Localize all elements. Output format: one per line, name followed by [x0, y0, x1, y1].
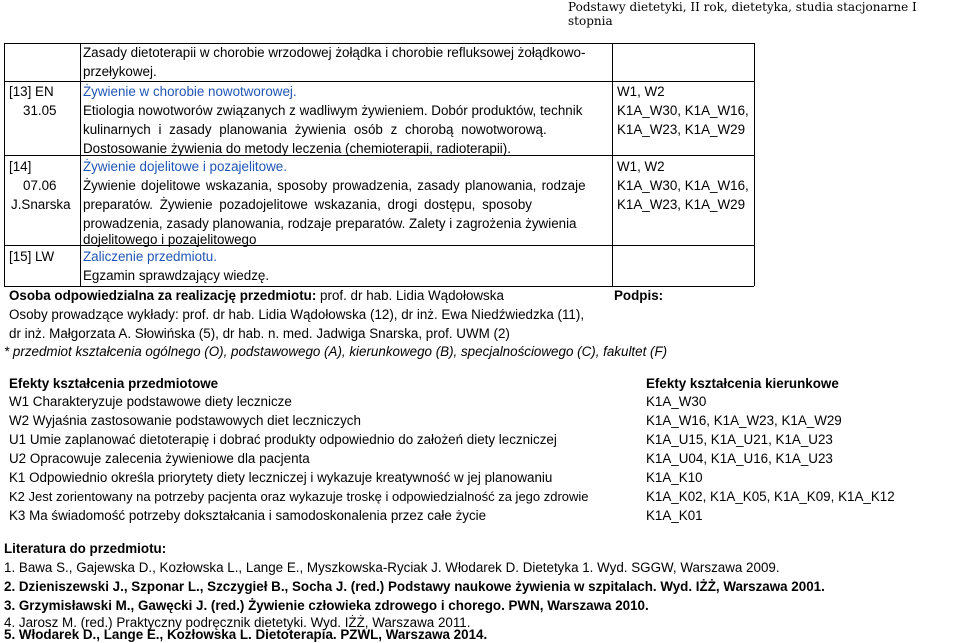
responsible-name: prof. dr hab. Lidia Wądołowska — [320, 288, 504, 303]
literature-item: 1. Bawa S., Gajewska D., Kozłowska L., Lange E., Myszkowska-Ryciak J. Włodarek D. Dietetyka 1. Wyd. SGGW, Warszawa 2009. — [4, 560, 780, 575]
document-header: Podstawy dietetyki, II rok, dietetyka, studia stacjonarne I stopnia — [568, 0, 917, 28]
topic-line: przełykowej. — [83, 64, 157, 79]
literature-item: 5. Włodarek D., Lange E., Kozłowska L. Dietoterapia. PZWL, Warszawa 2014. — [4, 627, 488, 642]
effects-codes: K1A_W23, K1A_W29 — [617, 197, 746, 212]
row-date: 07.06 — [23, 178, 57, 193]
effect-code: K1A_U15, K1A_U21, K1A_U23 — [646, 432, 833, 447]
responsible-label: Osoba odpowiedzialna za realizację przedmiotu: prof. dr hab. Lidia Wądołowska — [9, 288, 504, 303]
effect-item: W1 Charakteryzuje podstawowe diety lecznicze — [9, 394, 292, 409]
row-id: [13] EN — [9, 84, 54, 99]
effect-code: K1A_W16, K1A_W23, K1A_W29 — [646, 413, 842, 428]
effect-code: K1A_K02, K1A_K05, K1A_K09, K1A_K12 — [646, 489, 895, 504]
topic-line: Egzamin sprawdzający wiedzę. — [83, 268, 270, 283]
table-col-divider — [754, 43, 755, 286]
topic-title: Żywienie dojelitowe i pozajelitowe. — [83, 159, 287, 174]
lecturers-line: Osoby prowadzące wykłady: prof. dr hab. Lidia Wądołowska (12), dr inż. Ewa Niedźwiedzka (11), — [9, 307, 585, 322]
table-col-divider — [4, 43, 5, 286]
effect-item: U1 Umie zaplanować dietoterapię i dobrać produkty odpowiednio do założeń diety leczniczej — [9, 432, 557, 447]
topic-line: Zasady dietoterapii w chorobie wrzodowej żołądka i chorobie refluksowej żołądkowo- — [83, 45, 586, 60]
topic-title: Zaliczenie przedmiotu. — [83, 249, 217, 264]
topic-line: dojelitowego i pozajelitowego — [83, 232, 257, 247]
effect-code: K1A_K10 — [646, 470, 703, 485]
table-col-divider — [80, 43, 81, 286]
topic-line: Etiologia nowotworów związanych z wadliwym żywieniem. Dobór produktów, technik — [83, 103, 583, 118]
effect-item: K3 Ma świadomość potrzeby dokształcania i samodoskonalenia przez całe życie — [9, 508, 487, 523]
literature-item: 2. Dzieniszewski J., Szponar L., Szczygieł B., Socha J. (red.) Podstawy naukowe żywienia w szpitalach. Wyd. IŻŻ, Warszawa 2001. — [4, 579, 825, 594]
effects-codes: W1, W2 — [617, 159, 665, 174]
topic-line: prowadzenia, zasady planowania, rodzaje preparatów. Zalety i zagrożenia żywienia — [83, 216, 577, 231]
row-id: [14] — [9, 159, 32, 174]
effect-item: K2 Jest zorientowany na potrzeby pacjenta oraz wykazuje troskę i odpowiedzialność za jego zdrowie — [9, 489, 589, 504]
effects-codes: K1A_W30, K1A_W16, — [617, 178, 749, 193]
row-id: [15] LW — [9, 249, 55, 264]
signature-label: Podpis: — [614, 288, 664, 303]
effects-left-header: Efekty kształcenia przedmiotowe — [9, 376, 219, 391]
topic-line: kulinarnych i zasady planowania żywienia osób z chorobą nowotworową. — [83, 122, 547, 137]
literature-title: Literatura do przedmiotu: — [4, 541, 167, 556]
table-col-divider — [612, 43, 613, 286]
effects-codes: K1A_W23, K1A_W29 — [617, 122, 746, 137]
row-date: 31.05 — [23, 103, 57, 118]
topic-line: Żywienie dojelitowe wskazania, sposoby prowadzenia, zasady planowania, rodzaje — [83, 178, 586, 193]
topic-line: preparatów. Żywienie pozadojelitowe wskazania, drogi dostępu, sposoby — [83, 197, 532, 212]
effects-codes: W1, W2 — [617, 84, 665, 99]
effect-item: U2 Opracowuje zalecenia żywieniowe dla pacjenta — [9, 451, 310, 466]
row-teacher: J.Snarska — [11, 197, 71, 212]
literature-item: 4. Jarosz M. (red.) Praktyczny podręcznik dietetyki. Wyd. IŻŻ, Warszawa 2011. — [4, 615, 471, 630]
literature-item: 3. Grzymisławski M., Gawęcki J. (red.) Żywienie człowieka zdrowego i chorego. PWN, Warszawa 2010. — [4, 598, 649, 613]
lecturers-line: dr inż. Małgorzata A. Słowińska (5), dr hab. n. med. Jadwiga Snarska, prof. UWM (2) — [9, 326, 510, 341]
effects-codes: K1A_W30, K1A_W16, — [617, 103, 749, 118]
topic-line: Dostosowanie żywienia do metody leczenia (chemioterapii, radioterapii). — [83, 141, 511, 156]
footnote: * przedmiot kształcenia ogólnego (O), podstawowego (A), kierunkowego (B), specjalnościowego (C), fakultet (F) — [4, 344, 668, 359]
effect-code: K1A_U04, K1A_U16, K1A_U23 — [646, 451, 833, 466]
effect-code: K1A_K01 — [646, 508, 703, 523]
effect-code: K1A_W30 — [646, 394, 707, 409]
topic-title: Żywienie w chorobie nowotworowej. — [83, 84, 297, 99]
effect-item: W2 Wyjaśnia zastosowanie podstawowych diet leczniczych — [9, 413, 361, 428]
effects-right-header: Efekty kształcenia kierunkowe — [646, 376, 839, 391]
effect-item: K1 Odpowiednio określa priorytety diety leczniczej i wykazuje kreatywność w jej planowaniu — [9, 470, 553, 485]
